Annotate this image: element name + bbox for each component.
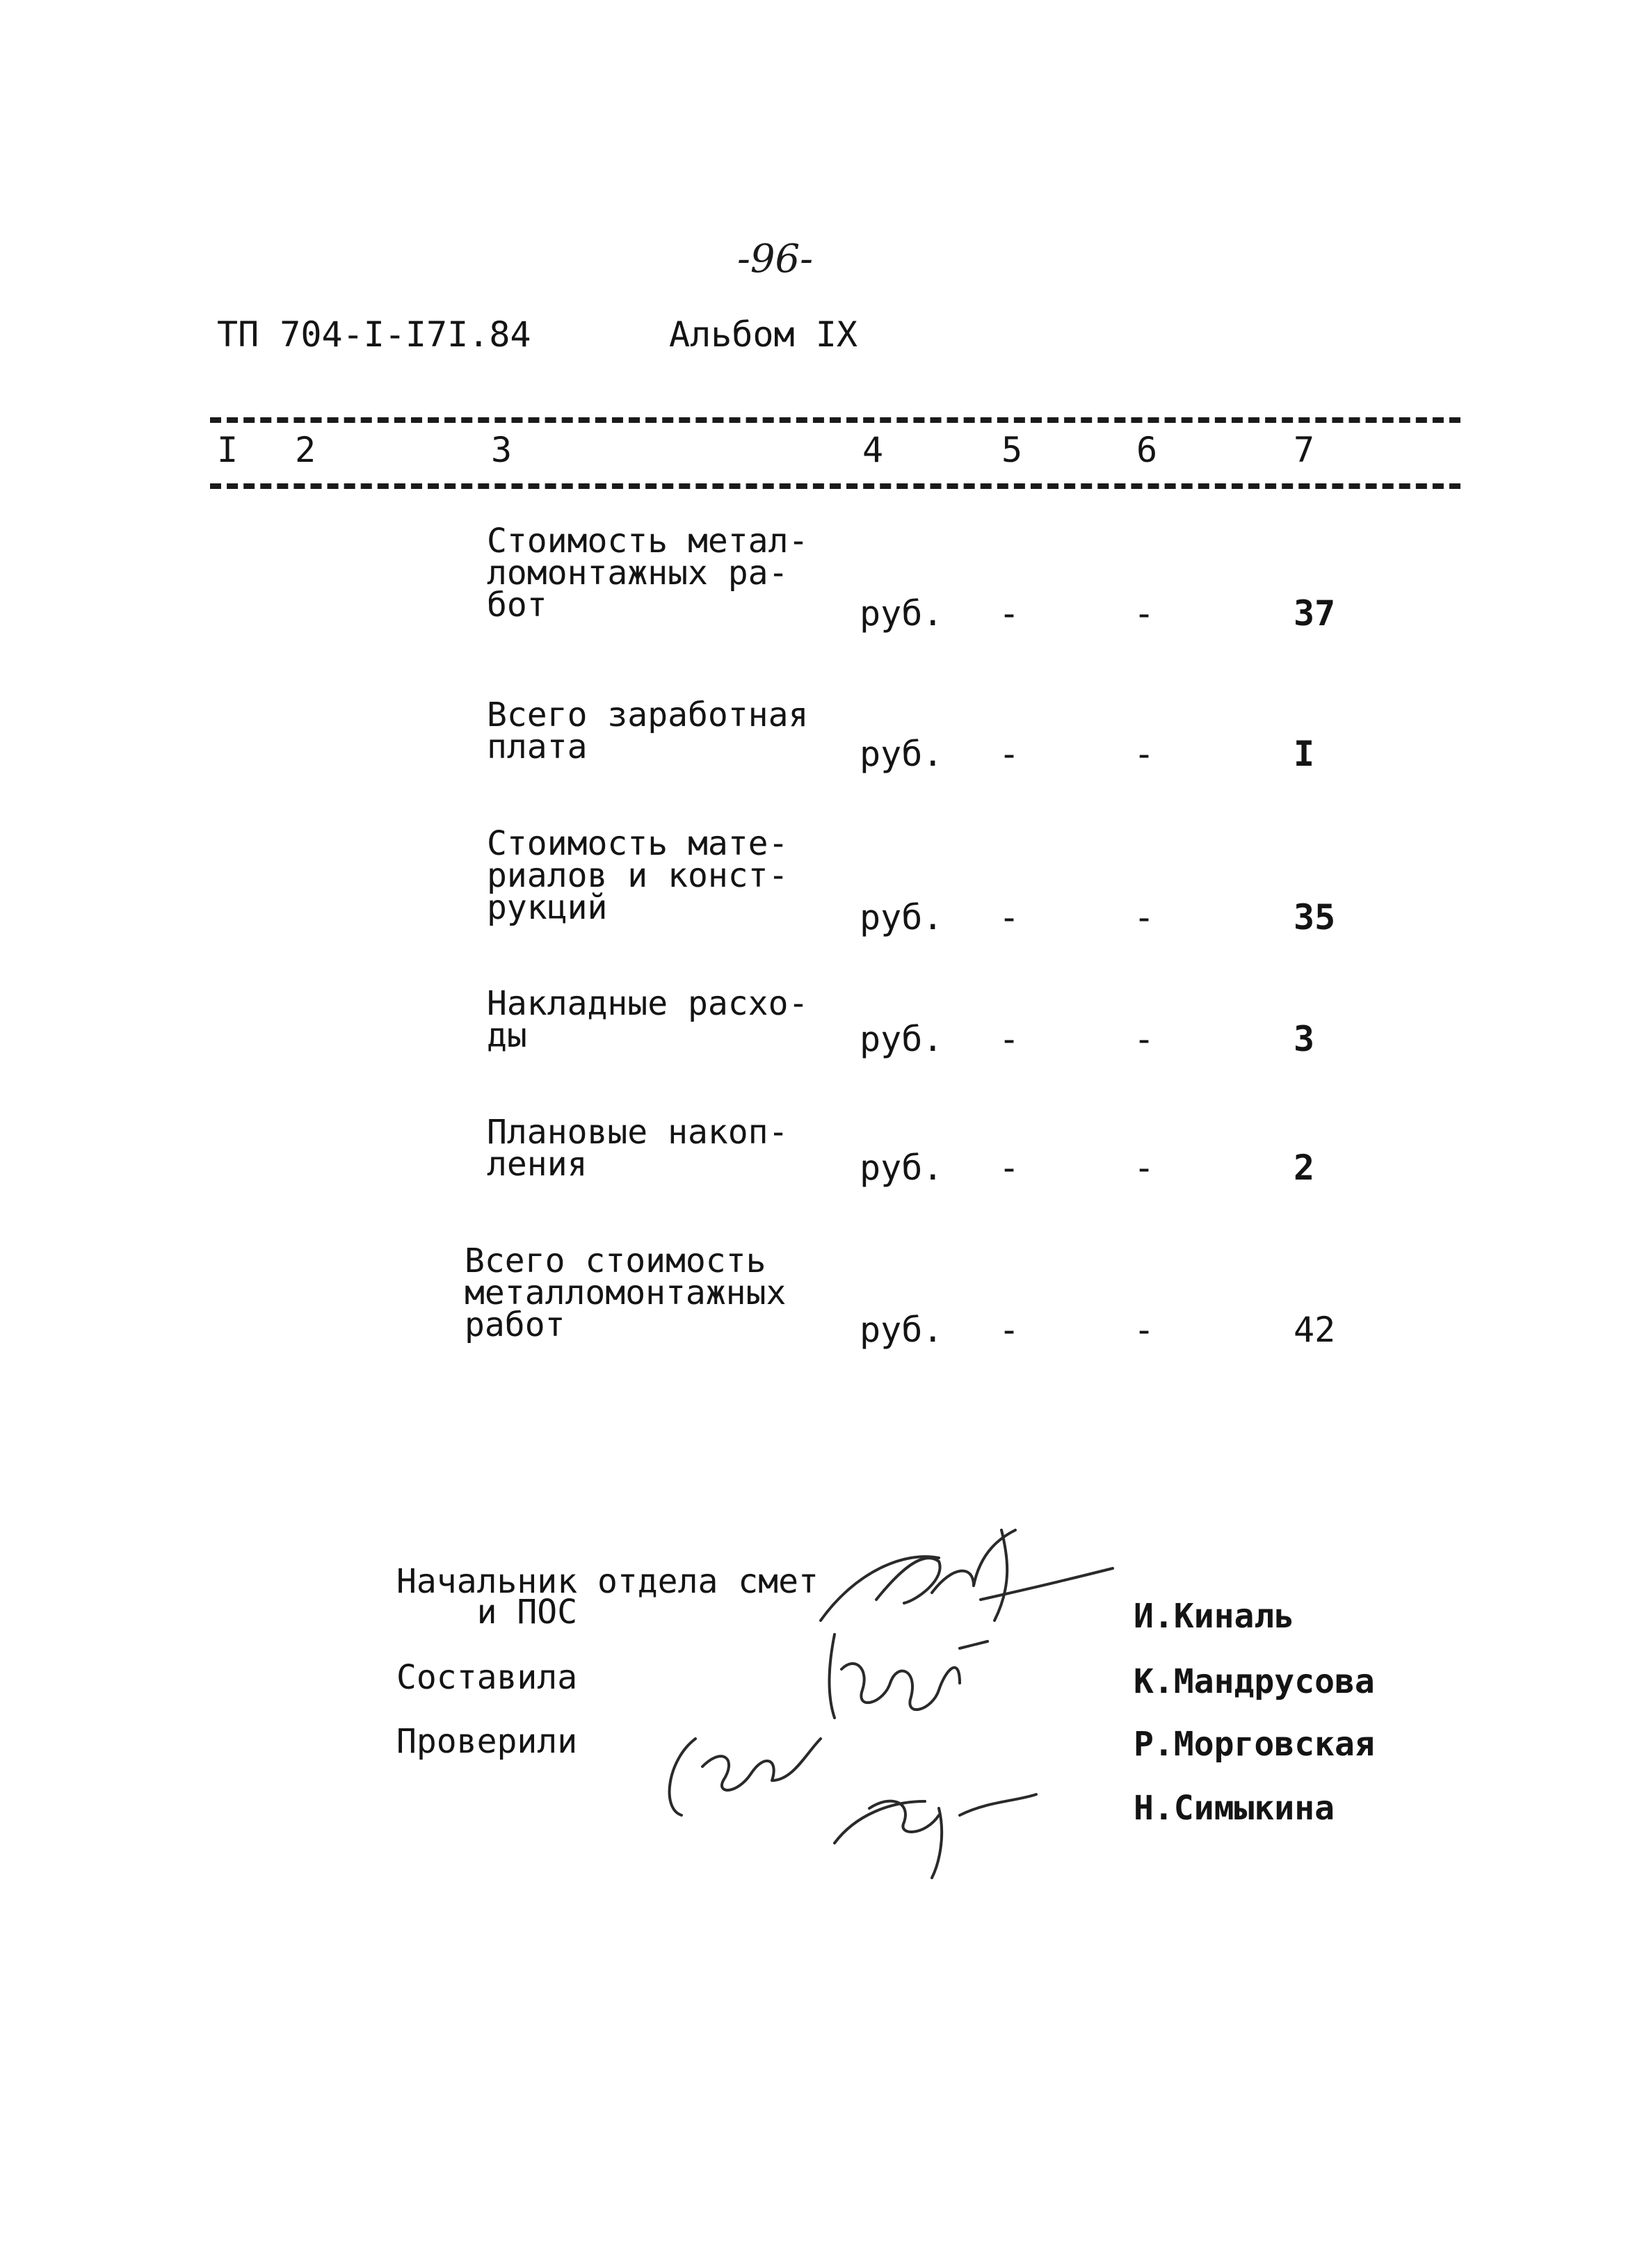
column-number-4: 4 — [862, 430, 884, 470]
checked-signature-2 — [835, 1794, 1036, 1878]
row-unit: руб. — [860, 593, 944, 634]
column-number-3: 3 — [491, 430, 513, 470]
row-unit: руб. — [860, 1148, 944, 1188]
row-col6: - — [1134, 593, 1155, 634]
row-description: Плановые накоп- ления — [487, 1113, 789, 1184]
column-number-1: I — [217, 430, 239, 470]
checked-name-1: Р.Морговская — [1134, 1725, 1375, 1764]
checked-name-2: Н.Симыкина — [1134, 1789, 1335, 1828]
row-col5: - — [999, 734, 1020, 774]
row-col5: - — [999, 1310, 1020, 1350]
table-rule-bottom — [210, 483, 1460, 489]
checked-role: Проверили — [396, 1722, 578, 1761]
row-col6: - — [1134, 897, 1155, 938]
table-rule-top — [210, 417, 1460, 423]
row-col7: 42 — [1294, 1310, 1336, 1350]
row-col6: - — [1134, 734, 1155, 774]
row-col6: - — [1134, 1310, 1155, 1350]
row-description: Стоимость мате- риалов и конст- рукций — [487, 824, 789, 927]
row-col5: - — [999, 897, 1020, 938]
row-unit: руб. — [860, 734, 944, 774]
row-col5: - — [999, 1148, 1020, 1188]
row-col5: - — [999, 1019, 1020, 1059]
row-col7: I — [1294, 734, 1315, 774]
head-role: Начальник отдела смет и ПОС — [396, 1562, 819, 1632]
row-description: Накладные расхо- ды — [487, 984, 809, 1055]
compiled-role: Составила — [396, 1658, 578, 1697]
row-col6: - — [1134, 1019, 1155, 1059]
row-col7: 35 — [1294, 897, 1336, 938]
column-number-2: 2 — [295, 430, 316, 470]
document-code: ТП 704-I-I7I.84 — [217, 314, 531, 355]
row-col7: 2 — [1294, 1148, 1315, 1188]
row-col7: 37 — [1294, 593, 1336, 634]
album-label: Альбом IX — [669, 314, 857, 355]
row-description: Стоимость метал- ломонтажных ра- бот — [487, 522, 809, 625]
checked-signature-1 — [670, 1739, 821, 1815]
row-unit: руб. — [860, 1019, 944, 1059]
row-unit: руб. — [860, 1310, 944, 1350]
row-col5: - — [999, 593, 1020, 634]
page-number: -96- — [737, 236, 814, 282]
row-unit: руб. — [860, 897, 944, 938]
column-number-5: 5 — [1001, 430, 1023, 470]
row-col6: - — [1134, 1148, 1155, 1188]
row-description: Всего стоимость металломонтажных работ — [465, 1241, 787, 1344]
row-col7: 3 — [1294, 1019, 1315, 1059]
head-signature — [821, 1530, 1113, 1620]
compiled-signature — [830, 1634, 988, 1718]
compiled-name: К.Мандрусова — [1134, 1662, 1375, 1701]
head-name: И.Киналь — [1134, 1597, 1295, 1636]
column-number-7: 7 — [1294, 430, 1315, 470]
column-number-6: 6 — [1136, 430, 1158, 470]
row-description: Всего заработная плата — [487, 695, 809, 766]
